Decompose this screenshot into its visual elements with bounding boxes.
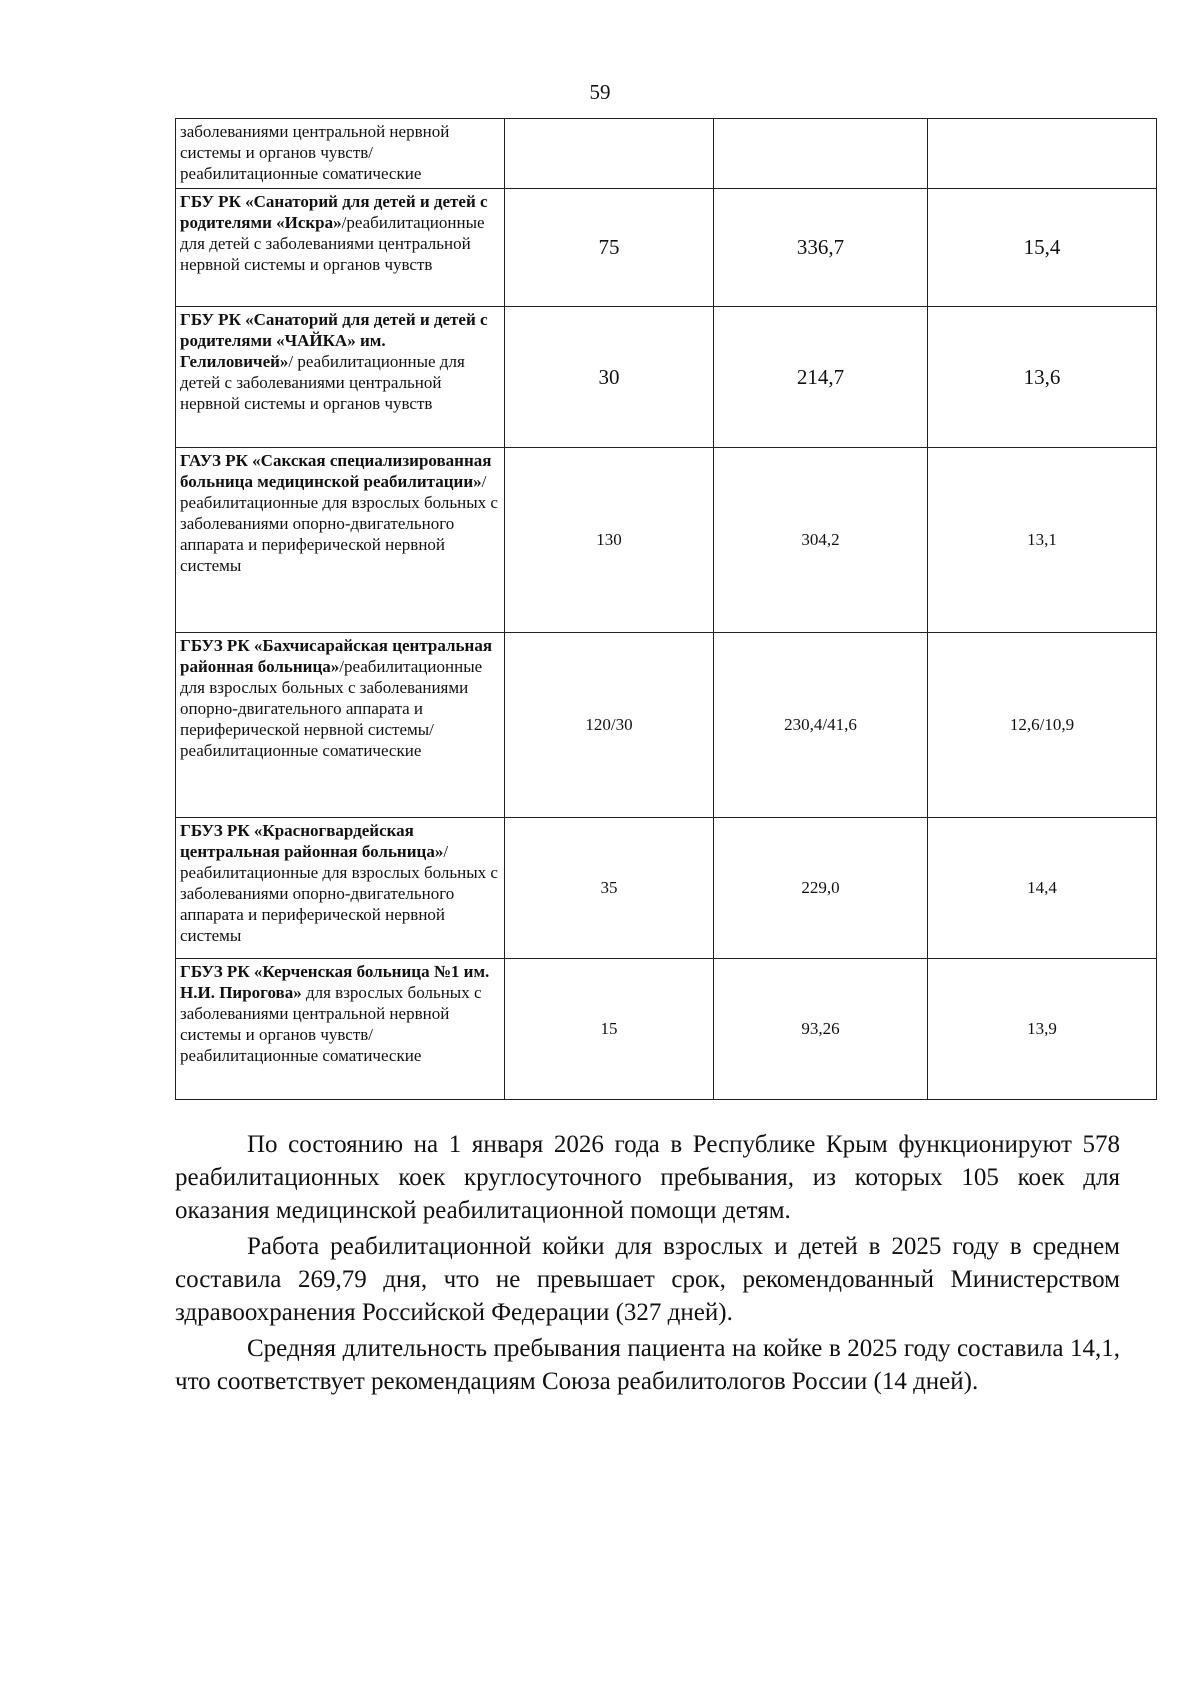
avg-stay-cell: 15,4 [928, 189, 1157, 307]
bed-profile: / реабилитационные для детей с заболеваниями центральной нервной системы и органов чувств [180, 352, 465, 413]
avg-stay-cell: 13,1 [928, 448, 1157, 633]
bed-work-cell: 230,4/41,6 [714, 633, 928, 818]
table-row [176, 633, 1157, 818]
avg-stay-cell: 14,4 [928, 818, 1157, 959]
bed-profile: /реабилитационные для взрослых больных с заболеваниями опорно-двигательного аппарата и периферической нервной системы [180, 842, 498, 945]
table-row [176, 119, 1157, 189]
institution-name: ГБУ РК «Санаторий для детей и детей с родителями «ЧАЙКА» им. Гелиловичей» [180, 310, 488, 371]
avg-stay-cell: 13,9 [928, 959, 1157, 1100]
institution-cell [176, 119, 505, 189]
table-row [176, 189, 1157, 307]
avg-stay-cell [928, 119, 1157, 189]
bed-profile: /реабилитационные для взрослых больных с заболеваниями опорно-двигательного аппарата и периферической нервной системы [180, 472, 498, 575]
institution-cell [176, 633, 505, 818]
bed-profile: для взрослых больных с заболеваниями центральной нервной системы и органов чувств/ реабилитационные соматические [180, 983, 482, 1065]
institution-name: ГБУЗ РК «Бахчисарайская центральная районная больница» [180, 636, 493, 676]
beds-count-cell: 120/30 [505, 633, 714, 818]
beds-count-cell: 130 [505, 448, 714, 633]
institution-name: ГАУЗ РК «Сакская специализированная больница медицинской реабилитации» [180, 451, 492, 491]
beds-count-cell: 35 [505, 818, 714, 959]
bed-profile: /реабилитационные для взрослых больных с заболеваниями опорно-двигательного аппарата и периферической нервной системы/реабилитационные соматические [180, 657, 483, 760]
page-number: 59 [589, 80, 611, 104]
bed-profile: заболеваниями центральной нервной системы и органов чувств/ реабилитационные соматические [180, 122, 450, 183]
paragraph-avg-stay: Средняя длительность пребывания пациента на койке в 2025 году составила 14,1, что соответствует рекомендациям Союза реабилитологов России (14 дней). [175, 1335, 1120, 1395]
institution-cell [176, 307, 505, 448]
institution-cell [176, 189, 505, 307]
institution-cell [176, 959, 505, 1100]
paragraph-bed-work: Работа реабилитационной койки для взрослых и детей в 2025 году в среднем составила 269,79 дня, что не превышает срок, рекомендованный Министерством здравоохранения Российской Федерации (327 дней). [175, 1233, 1120, 1326]
bed-profile: /реабилитационные для детей с заболеваниями центральной нервной системы и органов чувств [180, 213, 485, 274]
rehabilitation-beds-table [175, 118, 1157, 1100]
institution-name: ГБУ РК «Санаторий для детей и детей с родителями «Искра» [180, 192, 488, 232]
bed-work-cell: 93,26 [714, 959, 928, 1100]
institution-name: ГБУЗ РК «Красногвардейская центральная районная больница» [180, 821, 444, 861]
bed-work-cell: 214,7 [714, 307, 928, 448]
table-row [176, 448, 1157, 633]
table-row [176, 959, 1157, 1100]
paragraph-bed-count: По состоянию на 1 января 2026 года в Республике Крым функционируют 578 реабилитационных коек круглосуточного пребывания, из которых 105 коек для оказания медицинской реабилитационной помощи детям. [175, 1131, 1120, 1224]
institution-name: ГБУЗ РК «Керченская больница №1 им. Н.И. Пирогова» [180, 962, 490, 1002]
avg-stay-cell: 13,6 [928, 307, 1157, 448]
table-row [176, 307, 1157, 448]
institution-cell [176, 818, 505, 959]
institution-cell [176, 448, 505, 633]
avg-stay-cell: 12,6/10,9 [928, 633, 1157, 818]
beds-count-cell: 15 [505, 959, 714, 1100]
table-row [176, 818, 1157, 959]
bed-work-cell [714, 119, 928, 189]
beds-count-cell: 30 [505, 307, 714, 448]
beds-count-cell [505, 119, 714, 189]
beds-count-cell: 75 [505, 189, 714, 307]
bed-work-cell: 336,7 [714, 189, 928, 307]
bed-work-cell: 229,0 [714, 818, 928, 959]
bed-work-cell: 304,2 [714, 448, 928, 633]
